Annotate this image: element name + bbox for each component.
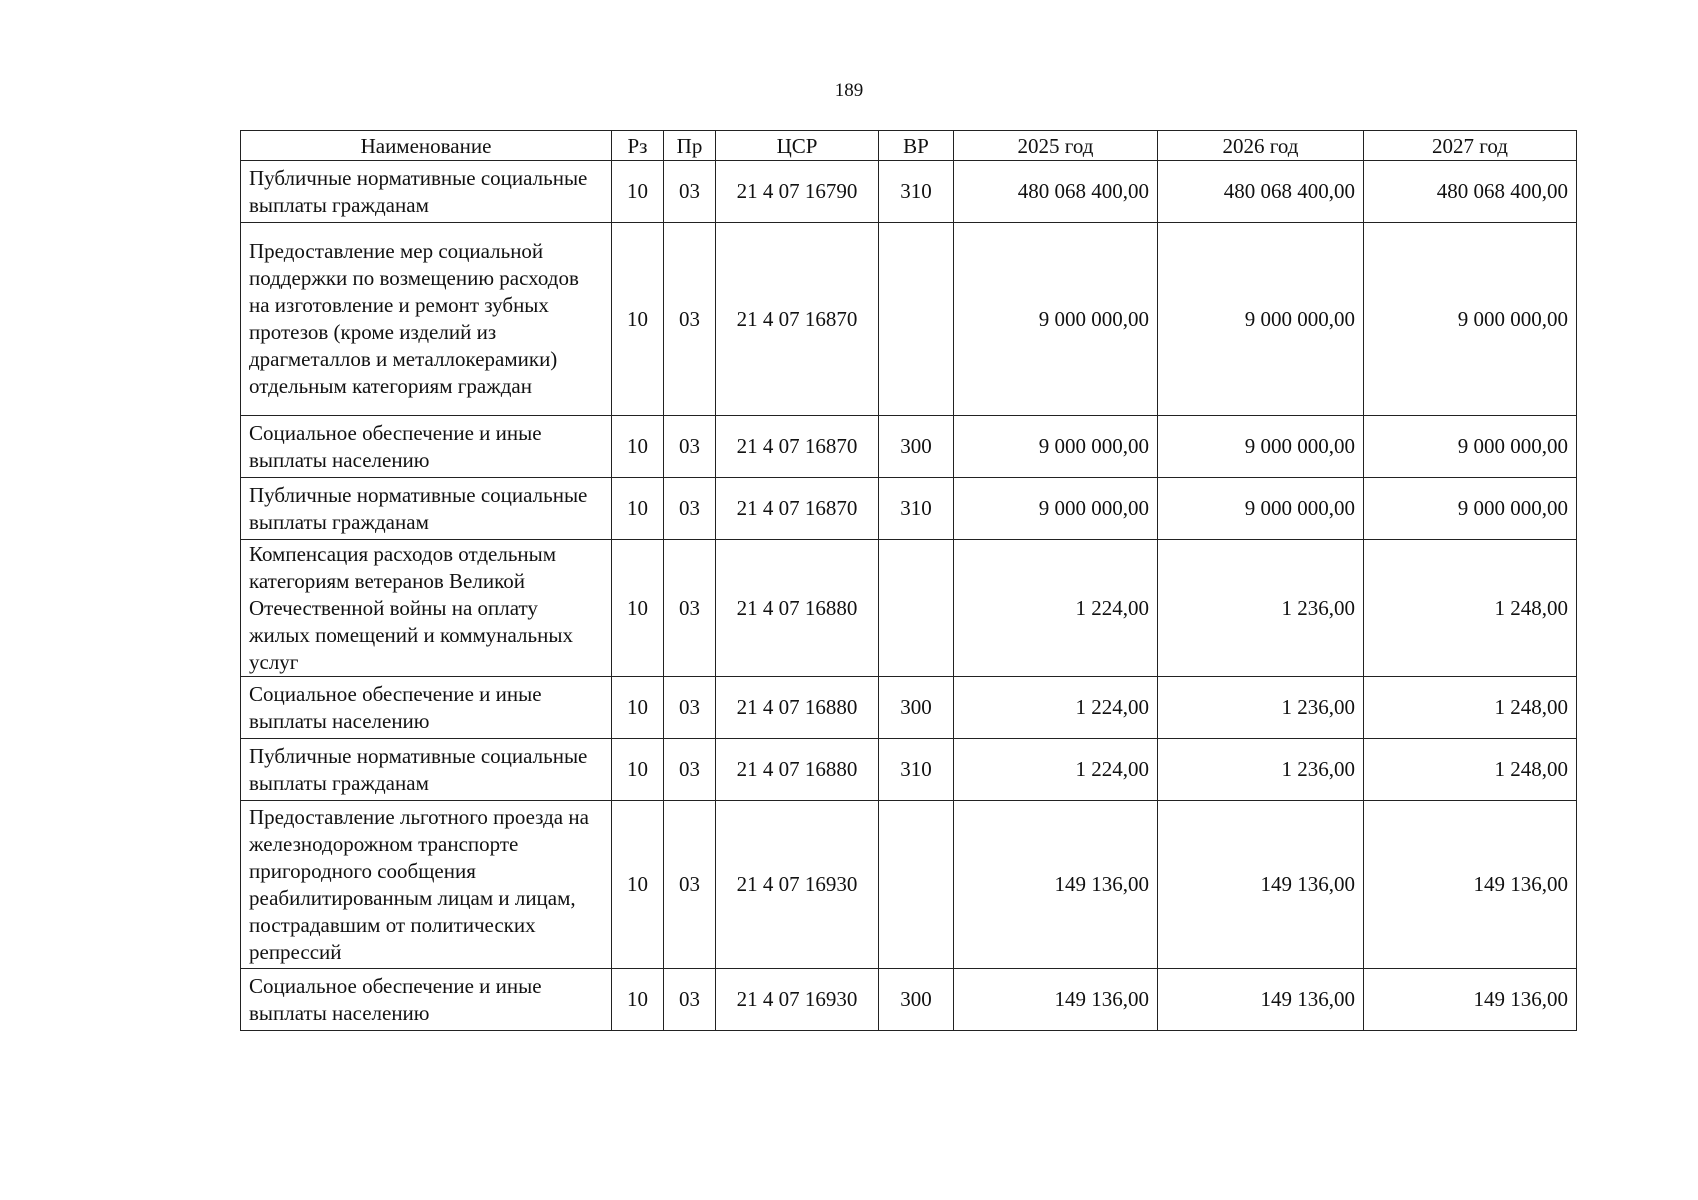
row-vr: 310 bbox=[879, 478, 954, 540]
row-rz: 10 bbox=[612, 161, 664, 223]
header-2027: 2027 год bbox=[1364, 131, 1577, 161]
row-2025: 480 068 400,00 bbox=[954, 161, 1158, 223]
row-2025: 9 000 000,00 bbox=[954, 478, 1158, 540]
row-2025: 1 224,00 bbox=[954, 739, 1158, 801]
row-rz: 10 bbox=[612, 540, 664, 677]
row-name: Публичные нормативные социальные выплаты гражданам bbox=[241, 478, 612, 540]
row-csr: 21 4 07 16870 bbox=[716, 478, 879, 540]
row-2027: 1 248,00 bbox=[1364, 540, 1577, 677]
row-2026: 1 236,00 bbox=[1158, 739, 1364, 801]
row-vr bbox=[879, 223, 954, 416]
row-2026: 9 000 000,00 bbox=[1158, 223, 1364, 416]
page-number: 189 bbox=[834, 80, 864, 101]
row-rz: 10 bbox=[612, 223, 664, 416]
row-2026: 1 236,00 bbox=[1158, 677, 1364, 739]
row-2027: 9 000 000,00 bbox=[1364, 478, 1577, 540]
row-name: Предоставление мер социальной поддержки по возмещению расходов на изготовление и ремонт зубных протезов (кроме изделий из драгметаллов и металлокерамики) отдельным категориям граждан bbox=[241, 223, 612, 416]
row-csr: 21 4 07 16930 bbox=[716, 969, 879, 1031]
row-rz: 10 bbox=[612, 416, 664, 478]
row-rz: 10 bbox=[612, 969, 664, 1031]
row-csr: 21 4 07 16880 bbox=[716, 739, 879, 801]
row-name: Социальное обеспечение и иные выплаты населению bbox=[241, 677, 612, 739]
row-pr: 03 bbox=[664, 478, 716, 540]
row-2026: 9 000 000,00 bbox=[1158, 478, 1364, 540]
row-name: Компенсация расходов отдельным категориям ветеранов Великой Отечественной войны на оплату жилых помещений и коммунальных услуг bbox=[241, 540, 612, 677]
row-csr: 21 4 07 16790 bbox=[716, 161, 879, 223]
row-2027: 1 248,00 bbox=[1364, 677, 1577, 739]
header-pr: Пр bbox=[664, 131, 716, 161]
table-row bbox=[241, 677, 1577, 739]
row-2025: 149 136,00 bbox=[954, 969, 1158, 1031]
row-vr bbox=[879, 801, 954, 969]
header-2025: 2025 год bbox=[954, 131, 1158, 161]
budget-table bbox=[240, 130, 1577, 1031]
row-2027: 9 000 000,00 bbox=[1364, 416, 1577, 478]
table-row bbox=[241, 969, 1577, 1031]
row-pr: 03 bbox=[664, 540, 716, 677]
row-2026: 149 136,00 bbox=[1158, 801, 1364, 969]
table-row bbox=[241, 416, 1577, 478]
row-rz: 10 bbox=[612, 801, 664, 969]
row-2025: 9 000 000,00 bbox=[954, 223, 1158, 416]
row-2026: 1 236,00 bbox=[1158, 540, 1364, 677]
row-csr: 21 4 07 16880 bbox=[716, 677, 879, 739]
row-pr: 03 bbox=[664, 223, 716, 416]
row-csr: 21 4 07 16870 bbox=[716, 223, 879, 416]
row-2027: 149 136,00 bbox=[1364, 969, 1577, 1031]
row-name: Социальное обеспечение и иные выплаты населению bbox=[241, 416, 612, 478]
table-header-row bbox=[241, 131, 1577, 161]
row-2025: 149 136,00 bbox=[954, 801, 1158, 969]
row-csr: 21 4 07 16870 bbox=[716, 416, 879, 478]
table-row bbox=[241, 739, 1577, 801]
row-pr: 03 bbox=[664, 801, 716, 969]
row-pr: 03 bbox=[664, 161, 716, 223]
table-row bbox=[241, 540, 1577, 677]
header-csr: ЦСР bbox=[716, 131, 879, 161]
row-name: Предоставление льготного проезда на железнодорожном транспорте пригородного сообщения реабилитированным лицам и лицам, пострадавшим от политических репрессий bbox=[241, 801, 612, 969]
row-2027: 149 136,00 bbox=[1364, 801, 1577, 969]
row-name: Публичные нормативные социальные выплаты гражданам bbox=[241, 161, 612, 223]
row-pr: 03 bbox=[664, 969, 716, 1031]
row-2026: 9 000 000,00 bbox=[1158, 416, 1364, 478]
row-vr: 300 bbox=[879, 677, 954, 739]
row-name: Социальное обеспечение и иные выплаты населению bbox=[241, 969, 612, 1031]
row-vr: 310 bbox=[879, 739, 954, 801]
row-vr: 310 bbox=[879, 161, 954, 223]
row-2027: 1 248,00 bbox=[1364, 739, 1577, 801]
header-rz: Рз bbox=[612, 131, 664, 161]
row-2027: 480 068 400,00 bbox=[1364, 161, 1577, 223]
row-pr: 03 bbox=[664, 677, 716, 739]
row-rz: 10 bbox=[612, 677, 664, 739]
table-row bbox=[241, 478, 1577, 540]
row-vr bbox=[879, 540, 954, 677]
header-2026: 2026 год bbox=[1158, 131, 1364, 161]
row-2025: 1 224,00 bbox=[954, 677, 1158, 739]
row-2026: 480 068 400,00 bbox=[1158, 161, 1364, 223]
row-pr: 03 bbox=[664, 416, 716, 478]
header-vr: ВР bbox=[879, 131, 954, 161]
table-row bbox=[241, 801, 1577, 969]
row-vr: 300 bbox=[879, 969, 954, 1031]
row-2025: 1 224,00 bbox=[954, 540, 1158, 677]
row-pr: 03 bbox=[664, 739, 716, 801]
row-2027: 9 000 000,00 bbox=[1364, 223, 1577, 416]
row-vr: 300 bbox=[879, 416, 954, 478]
table-row bbox=[241, 161, 1577, 223]
row-2026: 149 136,00 bbox=[1158, 969, 1364, 1031]
header-name: Наименование bbox=[241, 131, 612, 161]
row-name: Публичные нормативные социальные выплаты гражданам bbox=[241, 739, 612, 801]
row-2025: 9 000 000,00 bbox=[954, 416, 1158, 478]
row-rz: 10 bbox=[612, 739, 664, 801]
row-csr: 21 4 07 16880 bbox=[716, 540, 879, 677]
row-csr: 21 4 07 16930 bbox=[716, 801, 879, 969]
table-row bbox=[241, 223, 1577, 416]
row-rz: 10 bbox=[612, 478, 664, 540]
